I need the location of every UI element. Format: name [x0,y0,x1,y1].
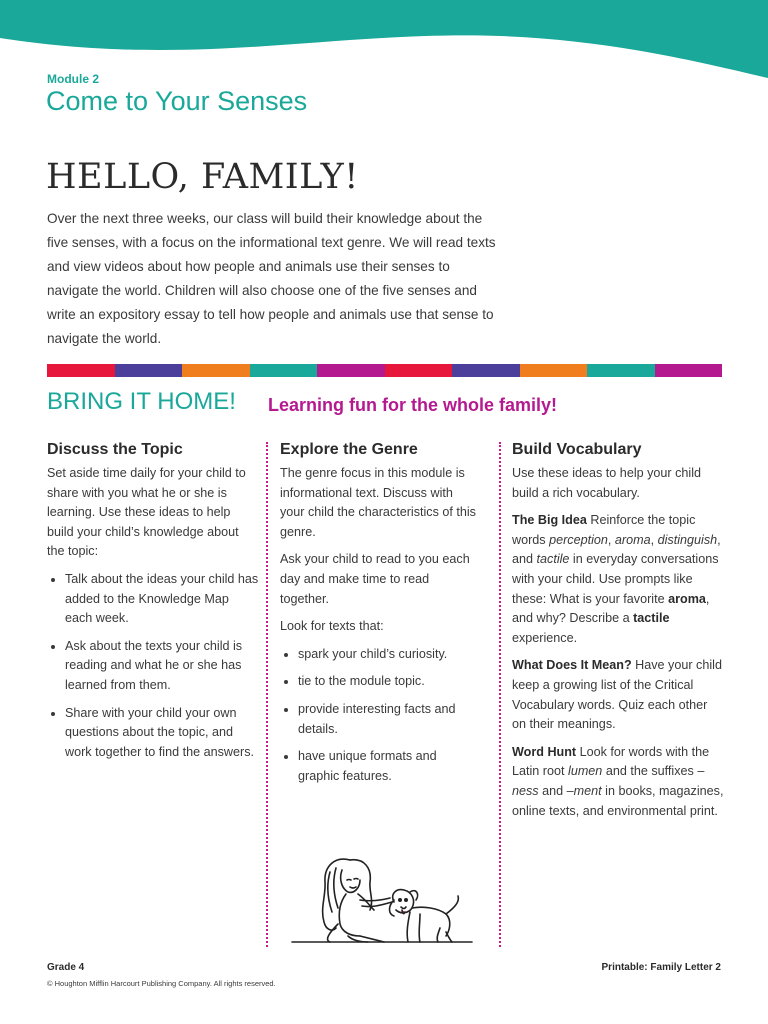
text-run: , [650,532,658,547]
list-item: • provide interesting facts and details. [298,700,480,739]
list-item: • spark your child’s curiosity. [298,645,480,665]
list-item: • Talk about the ideas your child has added to the Knowledge Map each week. [65,570,259,629]
girl-and-puppy-illustration [290,852,475,954]
explore-genre-column [280,440,480,794]
text-run: Look for words with the Latin root [512,744,710,779]
header-wave [0,0,768,90]
column-divider [266,442,268,947]
stripe-segment [452,364,520,377]
hello-heading: HELLO, FAMILY! [46,157,359,197]
stripe-segment [520,364,588,377]
stripe-segment [182,364,250,377]
build-vocabulary-intro: Use these ideas to help your child build a rich vocabulary. [512,466,702,500]
column-divider [499,442,501,947]
intro-paragraph: Over the next three weeks, our class will build their knowledge about the five senses, with a focus on the informational text genre. We will read texts and view videos about how people and animals use their senses to navigate the world. Children will also choose one of the five senses and write an expository essay to tell how people and animals use that sense to navigate the world. [47,211,496,346]
discuss-topic-column [47,440,259,770]
color-stripe [47,364,722,377]
vocab-word: lumen [568,764,603,779]
stripe-segment [317,364,385,377]
word-hunt-label: Word Hunt [512,744,577,759]
text-run: , and why? Describe a [512,591,710,626]
big-idea-paragraph [512,511,724,648]
build-vocabulary-column [512,440,724,829]
discuss-topic-heading: Discuss the Topic [47,441,183,458]
bring-it-home-subtitle: Learning fun for the whole family! [268,395,558,415]
text-run: Reinforce the topic words [512,513,696,547]
list-item: • have unique formats and graphic features. [298,747,480,786]
explore-genre-paragraph: Ask your child to read to you each day and make time to read together. [280,552,470,606]
vocab-word: tactile [633,611,670,626]
stripe-segment [587,364,655,377]
stripe-segment [385,364,453,377]
discuss-topic-list [47,570,259,762]
text-run: , [607,532,615,547]
module-title: Come to Your Senses [46,86,308,116]
text-run: , and [512,532,721,567]
stripe-segment [250,364,318,377]
list-item: • tie to the module topic. [298,672,480,692]
discuss-topic-intro: Set aside time daily for your child to share with you what he or she is learning. Use these ideas to help build your child’s knowledge about the topic: [47,466,246,559]
printable-label: Printable: Family Letter 2 [601,962,721,973]
vocab-word: perception [549,532,608,547]
what-does-it-mean-paragraph [512,656,724,734]
grade-label: Grade 4 [47,962,85,973]
vocab-word: distinguish [657,532,718,547]
explore-genre-paragraph: The genre focus in this module is informational text. Discuss with your child the characteristics of this genre. [280,466,476,539]
word-hunt-paragraph [512,743,724,821]
explore-genre-list [280,645,480,787]
bring-it-home-heading: BRING IT HOME! [47,388,236,415]
text-run: and the suffixes [602,764,698,779]
text-run: Have your child keep a growing list of the Critical Vocabulary words. Quiz each other on their meanings. [512,658,722,732]
vocab-word: –ness [512,764,705,798]
copyright-notice: © Houghton Mifflin Harcourt Publishing Company. All rights reserved. [47,979,276,988]
vocab-word: –ment [566,783,602,798]
text-run: experience. [512,630,578,645]
stripe-segment [47,364,115,377]
explore-genre-paragraph: Look for texts that: [280,619,384,634]
vocab-word: tactile [536,552,570,567]
build-vocabulary-heading: Build Vocabulary [512,441,642,458]
text-run: and [538,783,567,798]
stripe-segment [115,364,183,377]
text-run: in everyday conversations with your child. Use prompts like these: What is your favorite [512,552,719,606]
explore-genre-heading: Explore the Genre [280,441,418,458]
list-item: • Share with your child your own questions about the topic, and work together to find the answers. [65,704,259,763]
text-run: in books, magazines, online texts, and environmental print. [512,783,724,818]
list-item: • Ask about the texts your child is reading and what he or she has learned from them. [65,637,259,696]
module-label: Module 2 [47,72,100,86]
what-does-it-mean-label: What Does It Mean? [512,658,632,673]
vocab-word: aroma [668,591,706,606]
stripe-segment [655,364,723,377]
big-idea-label: The Big Idea [512,513,587,528]
vocab-word: aroma [614,532,651,547]
